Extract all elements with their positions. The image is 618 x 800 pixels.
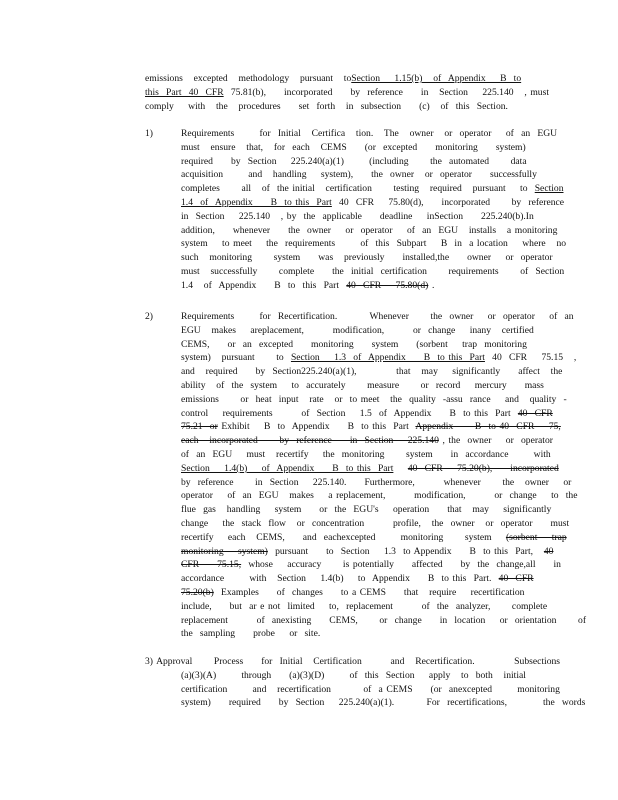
text-run: include, but ar e not limited to, replacement of the analyzer, complete	[181, 600, 548, 612]
strikethrough-deletion: 40 CFR	[517, 407, 553, 419]
strikethrough-deletion: CFR 75.15,	[181, 559, 242, 571]
item-line	[181, 463, 559, 475]
item-line	[181, 587, 524, 599]
item-line	[181, 266, 564, 278]
strikethrough-deletion: 75.21 or	[181, 421, 218, 433]
text-run: control requirements of Section 1.5 of Appendix B to this Part	[181, 407, 518, 419]
strikethrough-deletion: 40 CFR 75.80(d)	[346, 279, 429, 291]
text-run: comply with the procedures set forth in subsection (c) of this Section.	[145, 100, 508, 112]
item-line	[181, 490, 577, 502]
item-line	[181, 311, 574, 323]
text-run: Requirements for Initial Certifica tion. The owner or operator of an EGU	[181, 128, 558, 139]
strikethrough-deletion: each incorporated by reference in Section 225.140	[181, 435, 439, 447]
item-line	[145, 656, 560, 668]
text-run: 1.4 of Appendix B to this Part	[181, 279, 347, 291]
text-run: recertify each CEMS, and eachexcepted monitoring system	[181, 531, 506, 543]
text-run: and required by Section225.240(a)(1), that may significantly affect the	[181, 366, 563, 378]
text-run: (a)(3)(A) through (a)(3)(D) of this Section apply to both initial	[181, 669, 526, 681]
intro-line	[145, 73, 521, 85]
item-line	[181, 142, 526, 154]
text-run: must ensure that, for each CEMS (or excepted monitoring system)	[181, 141, 526, 153]
item-line	[181, 559, 561, 571]
item-line	[181, 408, 553, 420]
text-run: acquisition and handling system), the owner or operator successfully	[181, 169, 537, 181]
text-run: in Section 225.140 , by the applicable deadline inSection 225.240(b).In	[181, 210, 534, 222]
item-line	[181, 504, 551, 516]
item-line	[181, 615, 586, 627]
item-line	[181, 435, 553, 447]
item-line	[181, 684, 560, 696]
text-run: Exhibit B to Appendix B to this Part	[217, 421, 416, 433]
text-run	[393, 463, 407, 474]
text-run: completes all of the initial certification testing required pursuant to	[181, 183, 535, 195]
text-run: by reference in Section 225.140. Furthermore, whenever the owner or	[181, 476, 572, 488]
text-run: , the owner or operator	[438, 435, 553, 447]
text-run: 40 CFR 75.80(d), incorporated by reference	[331, 197, 565, 208]
text-run: Requirements for Recertification. Whenever the owner or operator of an	[181, 311, 574, 322]
text-run: system) pursuant to	[181, 352, 291, 364]
text-run: of an EGU must recertify the monitoring system in accordance with	[181, 449, 551, 460]
text-run: .	[428, 279, 435, 291]
text-run: CEMS, or an excepted monitoring system (sorbent trap monitoring	[181, 338, 527, 350]
text-run: EGU makes areplacement, modification, or change inany certified	[181, 324, 534, 336]
text-run: operator of an EGU makes a replacement, modification, or change to the	[181, 490, 578, 502]
text-run: whose accuracy is potentially affected by the change,all in	[241, 559, 561, 571]
text-run: 75.81(b), incorporated by reference in Section 225.140 , must	[223, 86, 549, 98]
text-run: 3)	[145, 656, 157, 667]
item-line	[181, 573, 534, 585]
text-run: emissions or heat input rate or to meet the quality -assu rance and quality -	[181, 393, 567, 405]
text-run: Approval Process for Initial Certification and Recertification. Subsections	[156, 656, 561, 667]
text-run: system) required by Section 225.240(a)(1). For recertifications, the words	[181, 697, 586, 709]
item-line	[181, 211, 534, 223]
text-run: 40 CFR 75.15 ,	[484, 352, 577, 364]
item-line	[181, 670, 526, 682]
underlined-insertion: 1.4 of Appendix B to this Part	[181, 197, 332, 208]
strikethrough-deletion: Appendix B to 40 CFR 75,	[415, 421, 561, 433]
text-run: certification and recertification of a CEMS (or anexcepted monitoring	[181, 683, 560, 695]
item-line	[181, 128, 557, 140]
item-line	[181, 366, 562, 378]
item-line	[181, 449, 551, 461]
text-run: such monitoring system was previously installed,the owner or operator	[181, 252, 553, 264]
item-line	[181, 325, 534, 337]
intro-line	[145, 101, 508, 113]
text-run: Examples of changes to a CEMS that require recertification	[213, 587, 525, 598]
item-line	[181, 352, 576, 364]
text-run: emissions excepted methodology pursuant to	[145, 73, 352, 84]
underlined-insertion: Section 1.15(b) of Appendix B to	[351, 73, 522, 84]
item-line	[181, 169, 537, 181]
item-line	[181, 238, 566, 250]
intro-line	[145, 87, 549, 99]
underlined-insertion: this Part 40 CFR	[145, 86, 224, 98]
item-line	[181, 628, 320, 640]
item-line	[181, 697, 585, 709]
underlined-insertion: Section	[534, 183, 564, 195]
underlined-insertion: Section 1.3 of Appendix B to this Part	[290, 352, 485, 364]
item-line	[181, 532, 567, 544]
strikethrough-deletion: monitoring system)	[181, 545, 268, 557]
text-run: required by Section 225.240(a)(1) (including the automated data	[181, 155, 527, 167]
item-line	[181, 477, 571, 489]
strikethrough-deletion: 40	[543, 545, 554, 557]
item-line	[181, 421, 561, 433]
strikethrough-deletion: (sorbent trap	[505, 531, 567, 543]
strikethrough-deletion: 40 CFR	[498, 573, 534, 585]
item-line	[181, 601, 547, 613]
text-run: ability of the system to accurately measure or record mercury mass	[181, 380, 544, 391]
text-run: addition, whenever the owner or operator of an EGU installs a monitoring	[181, 224, 558, 236]
item-line	[181, 339, 527, 351]
item-line	[181, 197, 564, 209]
item-line	[181, 225, 557, 237]
item-line	[181, 546, 553, 558]
item-line	[181, 380, 544, 392]
item-line	[181, 252, 553, 264]
underlined-insertion: Section 1.4(b) of Appendix B to this Part	[181, 462, 394, 474]
text-run: replacement of anexisting CEMS, or change in location or orientation of	[181, 614, 587, 626]
text-run: must successfully complete the initial certification requirements of Section	[181, 266, 565, 277]
text-run: the sampling probe or site.	[181, 628, 321, 640]
item-line	[181, 183, 564, 195]
item-line	[181, 156, 527, 168]
text-run: pursuant to Section 1.3 to Appendix B to this Part,	[267, 545, 544, 557]
text-run: change the stack flow or concentration profile, the owner or operator must	[181, 518, 570, 529]
text-run: accordance with Section 1.4(b) to Appendix B to this Part.	[181, 573, 499, 585]
item-line	[181, 518, 569, 530]
item-line	[181, 394, 567, 406]
text-run: flue gas handling system or the EGU's operation that may significantly	[181, 504, 552, 516]
strikethrough-deletion: 40 CFR 75.20(b), incorporated	[407, 462, 559, 474]
item-number: 2)	[145, 311, 153, 322]
item-number: 1)	[145, 128, 153, 139]
item-line	[181, 280, 434, 292]
strikethrough-deletion: 75.20(b)	[181, 587, 214, 598]
text-run: system to meet the requirements of this Subpart B in a location where no	[181, 238, 567, 250]
